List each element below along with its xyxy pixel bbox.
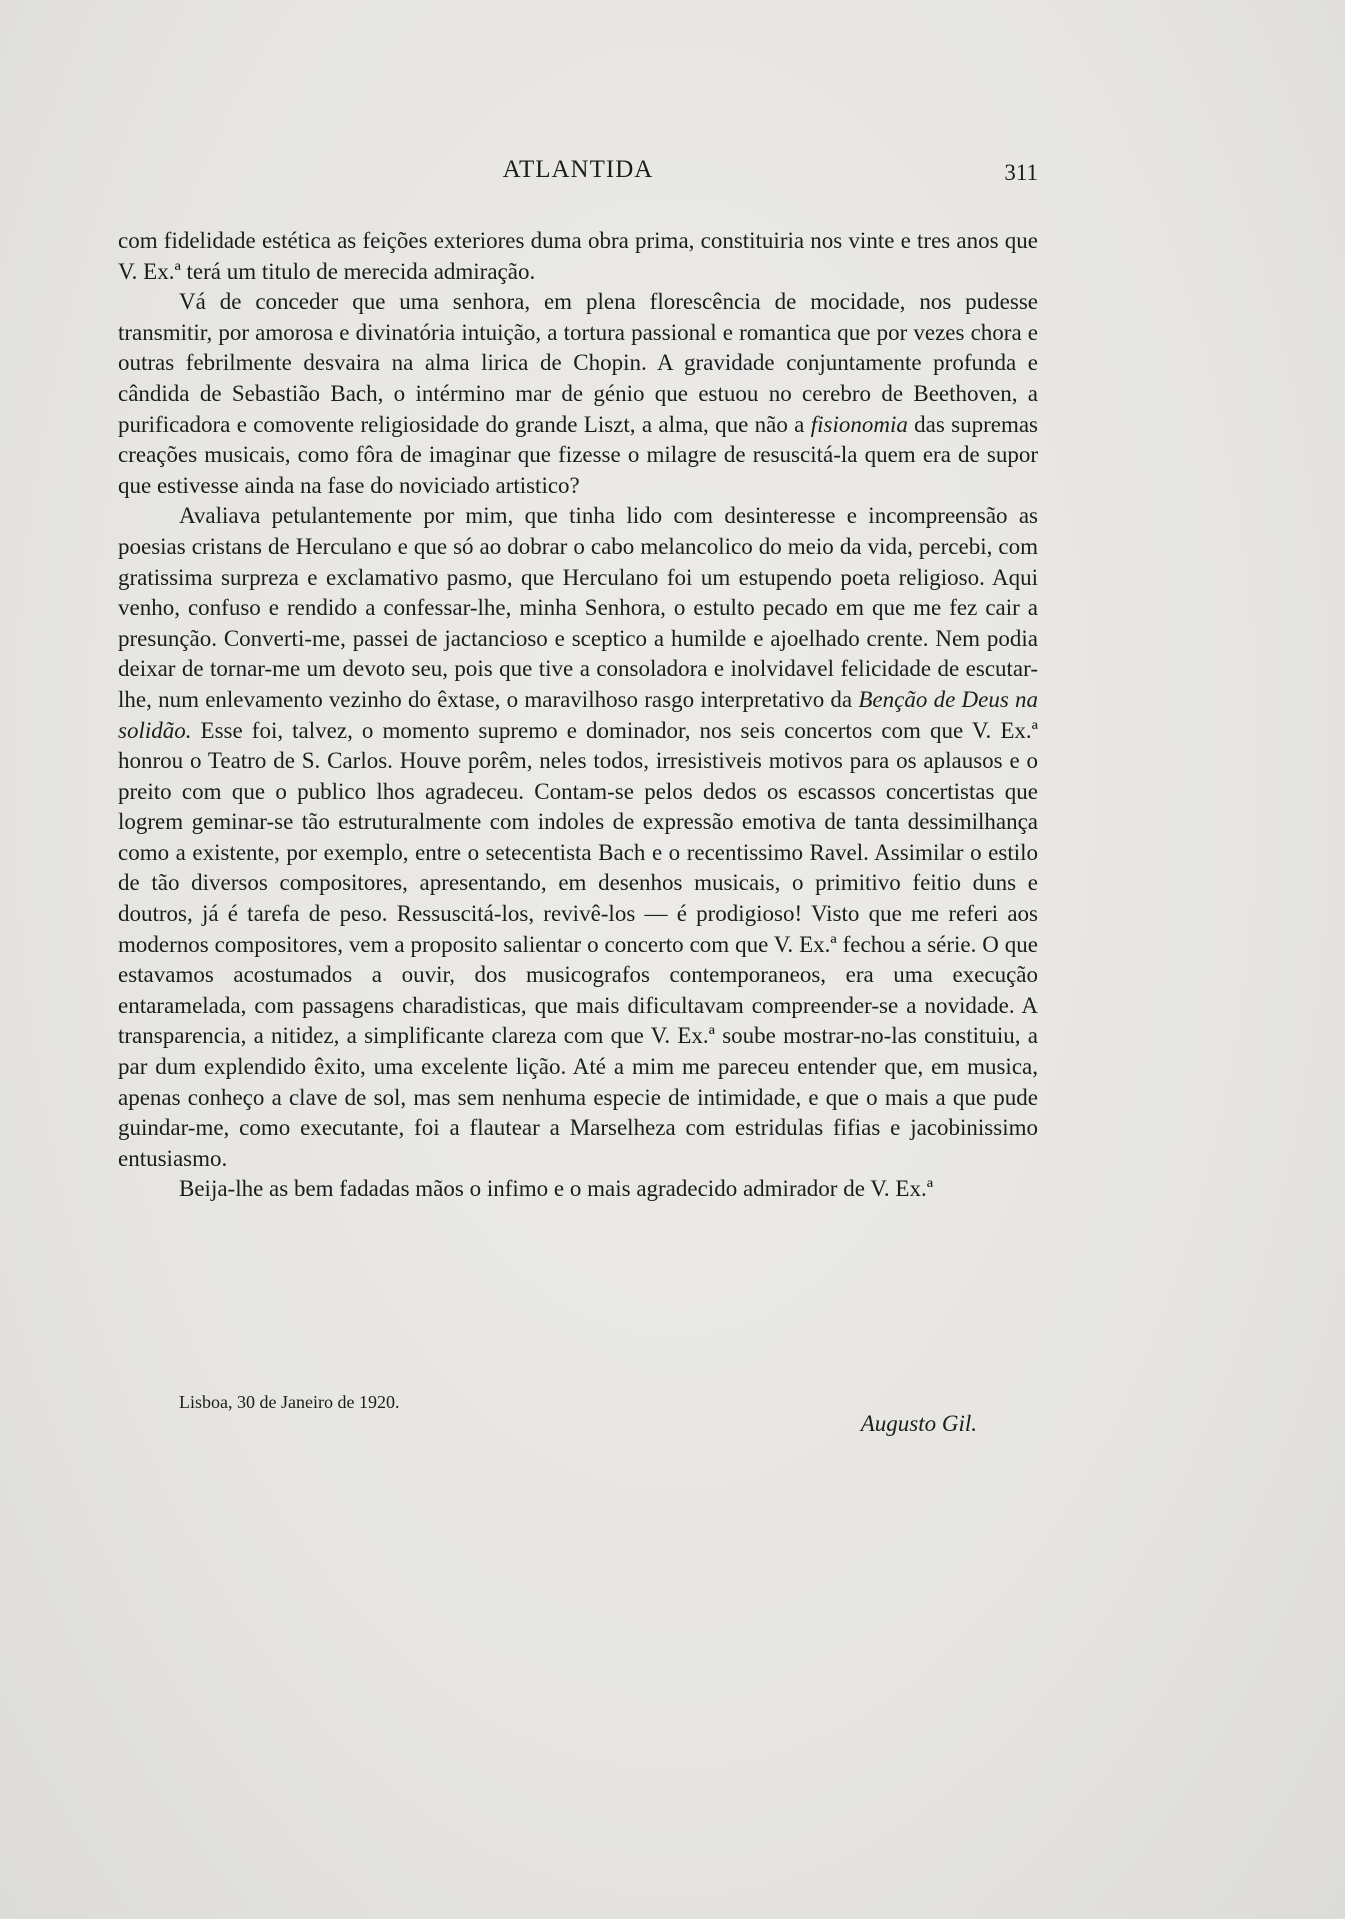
paragraph-text: Avaliava petulantemente por mim, que tinha lido com desinteresse e incompreensão as poesias cristans de Herculano e que só ao dobrar o cabo melancolico do meio da vida, percebi, com gratissima surpreza e exclamativo pasmo, que Herculano foi um estupendo poeta religioso. Aqui venho, confuso e rendido a confessar-lhe, minha Senhora, o estulto pecado em que me fez cair a presunção. Converti-me, passei de jactancioso e sceptico a humilde e ajoelhado crente. Nem podia deixar de tornar-me um devoto seu, pois que tive a consoladora e inolvidavel felicidade de escutar-lhe, num enlevamento vezinho do êxtase, o maravilhoso rasgo interpretativo da — [118, 503, 1038, 712]
paragraph — [118, 1174, 1038, 1205]
article-body — [118, 226, 1038, 1205]
running-title: ATLANTIDA — [502, 156, 654, 183]
paragraph — [118, 501, 1038, 1174]
italic-text: fisionomia — [810, 411, 908, 437]
paragraph-text: Esse foi, talvez, o momento supremo e dominador, nos seis concertos com que V. Ex.ª honrou o Teatro de S. Carlos. Houve porêm, neles todos, irresistiveis motivos para os aplausos e o preito com que o publico lhos agradeceu. Contam-se pelos dedos os escassos concertistas que logrem geminar-se tão estruturalmente com indoles de expressão emotiva de tanta dessimilhança como a existente, por exemplo, entre o setecentista Bach e o recentissimo Ravel. Assimilar o estilo de tão diversos compositores, apresentando, em desenhos musicais, o primitivo feitio duns e doutros, já é tarefa de peso. Ressuscitá-los, revivê-los — é prodigioso! Visto que me referi aos modernos compositores, vem a proposito salientar o concerto com que V. Ex.ª fechou a série. O que estavamos acostumados a ouvir, dos musicografos contemporaneos, era uma execução entaramelada, com passagens charadisticas, que mais dificultavam compreender-se a novidade. A transparencia, a nitidez, a simplificante clareza com que V. Ex.ª soube mostrar-no-las constituiu, a par dum explendido êxito, uma excelente lição. Até a mim me pareceu entender que, em musica, apenas conheço a clave de sol, mas sem nenhuma especie de intimidade, e que o mais a que pude guindar-me, como executante, foi a flautear a Marselheza com estridulas fifias e jacobinissimo entusiasmo. — [118, 717, 1038, 1171]
dateline: Lisboa, 30 de Janeiro de 1920. — [179, 1392, 400, 1412]
paragraph-text: Beija-lhe as bem fadadas mãos o infimo e o mais agradecido admirador de V. Ex.ª — [179, 1176, 934, 1202]
author-signature: Augusto Gil. — [860, 1411, 977, 1436]
running-head — [118, 156, 1038, 192]
italic-text: Benção de Deus na solidão. — [118, 686, 1038, 743]
paragraph-text: com fidelidade estética as feições exteriores duma obra prima, constituiria nos vinte e tres anos que V. Ex.ª terá um titulo de merecida admiração. — [118, 228, 1038, 284]
paragraph-text: Vá de conceder que uma senhora, em plena florescência de mocidade, nos pudesse transmitir, por amorosa e divinatória intuição, a tortura passional e romantica que por vezes chora e outras febrilmente desvaira na alma lirica de Chopin. A gravidade conjuntamente profunda e cândida de Sebastião Bach, o intérmino mar de génio que estuou no cerebro de Beethoven, a purificadora e comovente religiosidade do grande Liszt, a alma, que não a — [118, 289, 1038, 437]
page-number: 311 — [1004, 160, 1038, 185]
paragraph — [118, 226, 1038, 287]
paragraph — [118, 287, 1038, 501]
paragraph-text: das supremas creações musicais, como fôra de imaginar que fizesse o milagre de resuscitá-la quem era de supor que estivesse ainda na fase do noviciado artistico? — [118, 411, 1039, 498]
